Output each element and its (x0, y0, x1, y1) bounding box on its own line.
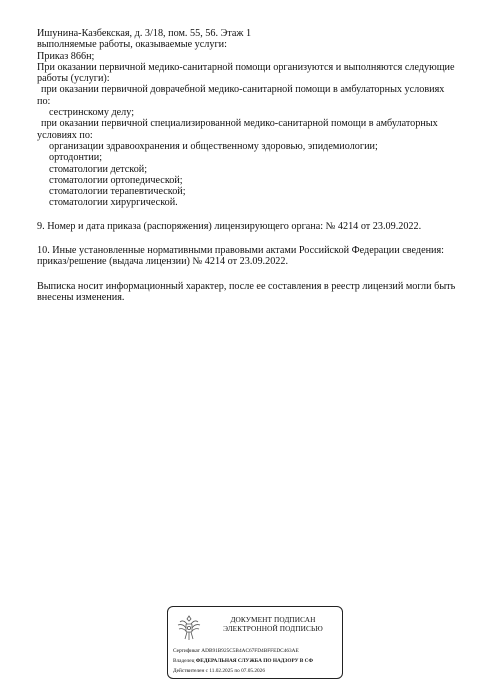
works-intro-line-1: При оказании первичной медико-санитарной помощи организуются и выполняются следующие (37, 61, 455, 73)
notice-line-1: Выписка носит информационный характер, после ее составления в реестр лицензий могли быть (37, 280, 456, 292)
specialized-care-line-2: условиях по: (37, 129, 93, 141)
document-body (37, 28, 477, 303)
address-line: Ишунина-Казбекская, д. 3/18, пом. 55, 56. Этаж 1 (37, 28, 252, 39)
service-item: сестринскому делу; (49, 107, 135, 119)
item-10-line-1: 10. Иные установленные нормативными правовыми актами Российской Федерации сведения: (37, 245, 445, 257)
works-intro-line-2: работы (услуги): (37, 73, 110, 85)
works-heading: выполняемые работы, оказываемые услуги: (37, 39, 227, 51)
order-reference: Приказ 866н; (37, 50, 95, 62)
service-item: стоматологии терапевтической; (49, 186, 186, 198)
service-item: стоматологии детской; (49, 163, 148, 175)
service-item: организации здравоохранения и общественному здоровью, эпидемиологии; (49, 140, 378, 152)
item-10-line-2: приказ/решение (выдача лицензии) № 4214 от 23.09.2022. (37, 256, 289, 268)
certificate-row: Сертификат ADB91B925C5B4AC67FD4BFFEDC463AE (173, 648, 299, 654)
coat-of-arms-icon (176, 613, 202, 643)
item-9: 9. Номер и дата приказа (распоряжения) лицензирующего органа: № 4214 от 23.09.2022. (37, 220, 422, 232)
stamp-title: ДОКУМЕНТ ПОДПИСАН ЭЛЕКТРОННОЙ ПОДПИСЬЮ (223, 615, 323, 633)
service-item: ортодонтии; (49, 152, 103, 164)
owner-row: Владелец ФЕДЕРАЛЬНАЯ СЛУЖБА ПО НАДЗОРУ В СФ (173, 658, 314, 664)
specialized-care-line-1: при оказании первичной специализированной медико-санитарной помощи в амбулаторных (41, 118, 438, 130)
primary-care-line-2: по: (37, 95, 51, 107)
service-item: стоматологии хирургической. (49, 197, 178, 209)
notice-line-2: внесены изменения. (37, 291, 125, 303)
validity-row: Действителен с 11.02.2025 по 07.05.2026 (173, 668, 265, 674)
service-item: стоматологии ортопедической; (49, 174, 183, 186)
electronic-signature-stamp (167, 606, 343, 679)
primary-care-line-1: при оказании первичной доврачебной медико-санитарной помощи в амбулаторных условиях (41, 84, 445, 96)
